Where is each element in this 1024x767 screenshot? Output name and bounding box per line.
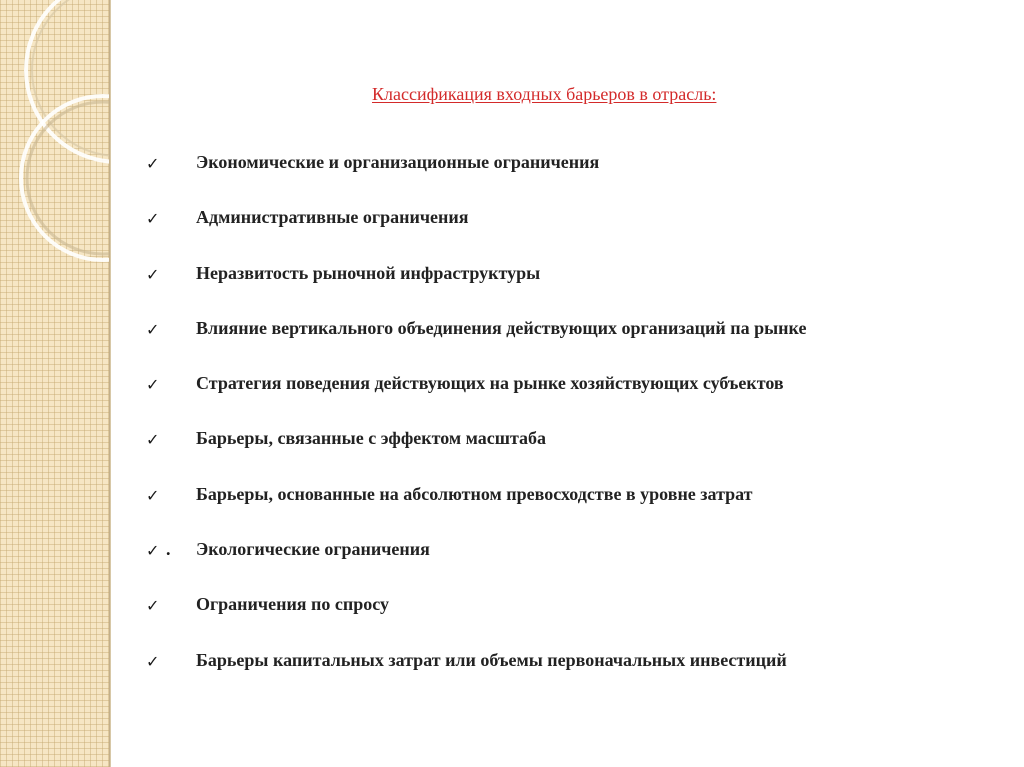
checkmark-icon: ✓ <box>146 154 160 173</box>
panel-divider <box>109 0 111 767</box>
list-item-text: Влияние вертикального объединения действующих организаций па рынке <box>196 317 807 338</box>
checkmark-icon: ✓ <box>146 485 160 505</box>
slide-title: Классификация входных барьеров в отрасль: <box>372 84 717 104</box>
checkmark-icon: ✓ <box>146 596 160 616</box>
decorative-rings <box>0 0 109 767</box>
checkmark-icon: ✓ <box>146 375 160 395</box>
checkmark-icon: ✓ <box>146 430 160 450</box>
list-item-text: Административные ограничения <box>196 207 469 228</box>
checkmark-icon: ✓ <box>146 264 160 284</box>
list-item-text: Барьеры капитальных затрат или объемы первоначальных инвестиций <box>196 649 787 670</box>
list-item-text: Барьеры, основанные на абсолютном превосходстве в уровне затрат <box>196 483 753 504</box>
decorative-side-panel <box>0 0 109 767</box>
list-item-text: Барьеры, связанные с эффектом масштаба <box>196 428 547 449</box>
stray-dot: . <box>166 539 171 560</box>
list-item-text: Неразвитость рыночной инфраструктуры <box>196 262 541 283</box>
list-item-text: Ограничения по спросу <box>196 594 390 615</box>
checkmark-icon: ✓ <box>146 541 160 561</box>
list-item-text: Стратегия поведения действующих на рынке хозяйствующих субъектов <box>196 373 784 394</box>
list-item-text: Экологические ограничения <box>196 539 430 560</box>
checkmark-icon: ✓ <box>146 209 160 229</box>
checkmark-icon: ✓ <box>146 651 160 671</box>
list-item-text: Экономические и организационные ограничения <box>196 152 600 172</box>
checkmark-icon: ✓ <box>146 319 160 339</box>
